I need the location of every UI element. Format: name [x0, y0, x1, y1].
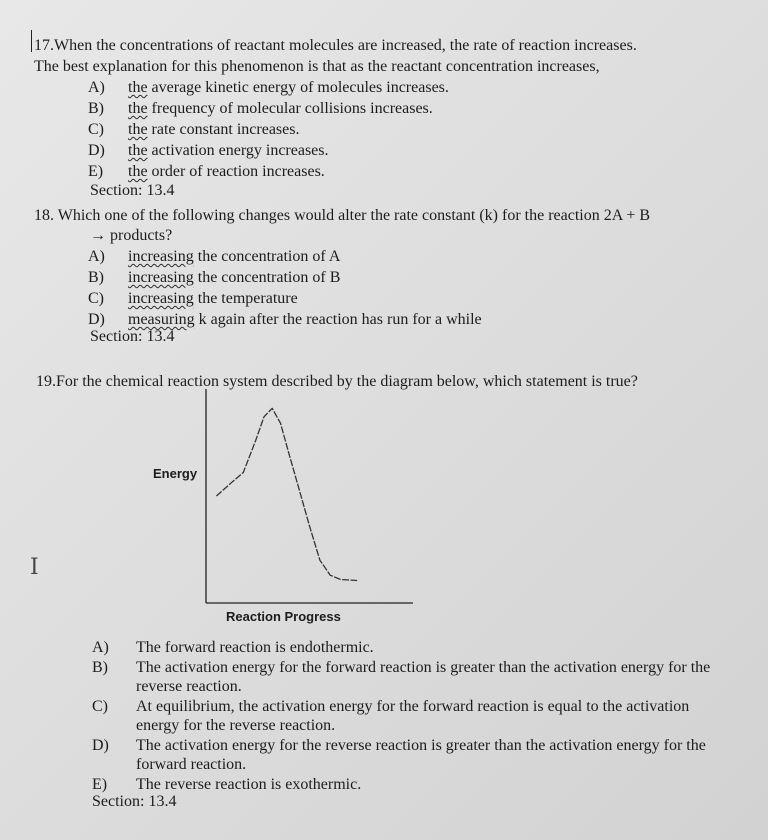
option-first-word: increasing: [128, 269, 194, 286]
question-17-option-e: [88, 162, 325, 182]
energy-diagram: [200, 385, 420, 610]
option-first-word: the: [128, 100, 148, 117]
option-text: frequency of molecular collisions increases.: [147, 100, 433, 117]
question-17-title-cont: The best explanation for this phenomenon is that as the reactant concentration increases,: [34, 58, 600, 75]
option-first-word: increasing: [128, 290, 194, 307]
text-cursor-bar: [31, 30, 32, 52]
option-first-word: measuring: [128, 311, 195, 328]
question-19-option-a: [92, 638, 732, 658]
question-18-option-b: [88, 268, 340, 288]
question-19-title: 19.For the chemical reaction system described by the diagram below, which statement is true?: [36, 373, 638, 390]
energy-curve: [216, 408, 357, 580]
option-letter: D): [88, 311, 105, 328]
option-text: the concentration of B: [193, 269, 341, 286]
question-17-section: Section: 13.4: [90, 182, 175, 199]
option-letter: D): [88, 142, 105, 159]
option-letter: B): [88, 100, 104, 117]
option-letter: C): [88, 290, 104, 307]
option-text: The activation energy for the forward reaction is greater than the activation energy for the reverse reaction.: [136, 659, 711, 695]
question-17-option-d: [88, 141, 329, 161]
question-19-section: Section: 13.4: [92, 793, 177, 810]
question-19-option-d: [92, 736, 732, 776]
option-letter: B): [92, 659, 108, 676]
option-letter: D): [92, 737, 109, 754]
question-17-title: 17.When the concentrations of reactant molecules are increased, the rate of reaction increases.: [34, 37, 637, 54]
option-text: the temperature: [193, 290, 298, 307]
question-17-option-a: [88, 78, 449, 98]
chart-x-axis-label: Reaction Progress: [226, 609, 341, 624]
question-17-option-b: [88, 99, 433, 119]
option-letter: E): [88, 163, 104, 180]
option-letter: A): [92, 639, 109, 656]
question-17-option-c: [88, 120, 299, 140]
option-first-word: the: [128, 121, 148, 138]
question-18-title: 18. Which one of the following changes would alter the rate constant (k) for the reaction 2A + B: [34, 207, 651, 224]
option-text: The reverse reaction is exothermic.: [136, 776, 362, 793]
option-first-word: increasing: [128, 248, 194, 265]
option-letter: E): [92, 776, 108, 793]
option-letter: B): [88, 269, 104, 286]
option-first-word: the: [128, 79, 148, 96]
question-19-option-e: [92, 775, 732, 795]
question-18-option-d: [88, 310, 482, 330]
option-text: At equilibrium, the activation energy for the forward reaction is equal to the activation energy for the reverse reaction.: [136, 698, 690, 734]
option-text: the concentration of A: [193, 248, 341, 265]
chart-y-axis-label: Energy: [153, 466, 198, 481]
question-18-option-a: [88, 247, 340, 267]
option-text: The activation energy for the reverse reaction is greater than the activation energy for the forward reaction.: [136, 737, 706, 773]
option-letter: A): [88, 248, 105, 265]
text-cursor-icon: I: [30, 555, 39, 580]
question-18-section: Section: 13.4: [90, 328, 175, 345]
question-18-option-c: [88, 289, 298, 309]
option-text: k again after the reaction has run for a while: [194, 311, 482, 328]
chart-series-layer: [216, 408, 357, 580]
question-19-option-c: [92, 697, 732, 737]
option-letter: C): [92, 698, 108, 715]
option-text: The forward reaction is endothermic.: [136, 639, 374, 656]
option-letter: A): [88, 79, 105, 96]
option-text: activation energy increases.: [147, 142, 329, 159]
option-text: average kinetic energy of molecules increases.: [147, 79, 449, 96]
option-text: order of reaction increases.: [147, 163, 325, 180]
option-first-word: the: [128, 142, 148, 159]
option-first-word: the: [128, 163, 148, 180]
question-19-option-b: [92, 658, 732, 698]
option-letter: C): [88, 121, 104, 138]
question-18-title-cont: → products?: [90, 227, 173, 244]
option-text: rate constant increases.: [147, 121, 300, 138]
